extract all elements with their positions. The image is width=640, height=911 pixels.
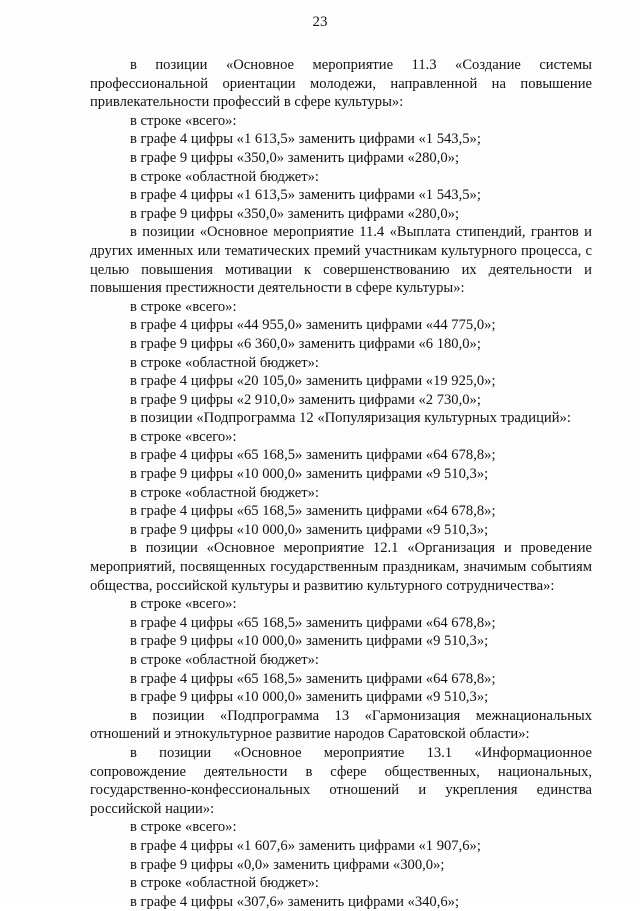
paragraph: в строке «всего»: <box>130 298 237 315</box>
paragraph: в графе 9 цифры «350,0» заменить цифрами «280,0»; <box>130 205 460 222</box>
paragraph: в графе 4 цифры «65 168,5» заменить цифрами «64 678,8»; <box>130 670 496 687</box>
paragraph: в графе 4 цифры «44 955,0» заменить цифрами «44 775,0»; <box>130 317 496 334</box>
paragraph: в графе 4 цифры «65 168,5» заменить цифрами «64 678,8»; <box>130 503 496 520</box>
paragraph: в строке «областной бюджет»: <box>130 168 319 185</box>
paragraph: в графе 9 цифры «350,0» заменить цифрами «280,0»; <box>130 149 460 166</box>
paragraph: в позиции «Основное мероприятие 12.1 «Организация и проведение мероприятий, посвященных государственным праздникам, значимым событиям общества, российской культуры и развитию культурного сотрудничества»: <box>90 540 592 594</box>
paragraph: в позиции «Подпрограмма 12 «Популяризация культурных традиций»: <box>130 410 571 427</box>
paragraph: в графе 9 цифры «2 910,0» заменить цифрами «2 730,0»; <box>130 391 481 408</box>
paragraph: в графе 9 цифры «10 000,0» заменить цифрами «9 510,3»; <box>130 633 489 650</box>
paragraph: в графе 9 цифры «10 000,0» заменить цифрами «9 510,3»; <box>130 466 489 483</box>
paragraph: в графе 9 цифры «0,0» заменить цифрами «300,0»; <box>130 856 445 873</box>
paragraph: в строке «всего»: <box>130 596 237 613</box>
paragraph: в позиции «Подпрограмма 13 «Гармонизация межнациональных отношений и этнокультурное развитие народов Саратовской области»: <box>90 707 592 743</box>
paragraph: в строке «областной бюджет»: <box>130 484 319 501</box>
paragraph: в графе 4 цифры «307,6» заменить цифрами «340,6»; <box>130 893 460 910</box>
paragraph: в графе 4 цифры «1 607,6» заменить цифрами «1 907,6»; <box>130 837 481 854</box>
paragraph: в строке «всего»: <box>130 112 237 129</box>
paragraph: в строке «областной бюджет»: <box>130 875 319 892</box>
paragraph: в позиции «Основное мероприятие 13.1 «Информационное сопровождение деятельности в сфере общественных, национальных, государственно-конфессиональных отношений и укрепления единства российской нации»: <box>90 744 592 817</box>
document-body <box>90 56 592 911</box>
paragraph: в позиции «Основное мероприятие 11.4 «Выплата стипендий, грантов и других именных или тематических премий участникам культурного процесса, с целью повышения мотивации к совершенствованию их деятельности и повышения престижности деятельности в сфере культуры»: <box>90 224 592 297</box>
paragraph: в графе 9 цифры «6 360,0» заменить цифрами «6 180,0»; <box>130 335 481 352</box>
paragraph: в графе 4 цифры «1 613,5» заменить цифрами «1 543,5»; <box>130 131 481 148</box>
paragraph: в графе 9 цифры «10 000,0» заменить цифрами «9 510,3»; <box>130 521 489 538</box>
paragraph: в строке «всего»: <box>130 819 237 836</box>
paragraph: в графе 4 цифры «65 168,5» заменить цифрами «64 678,8»; <box>130 614 496 631</box>
paragraph: в строке «областной бюджет»: <box>130 652 319 668</box>
paragraph: в графе 4 цифры «20 105,0» заменить цифрами «19 925,0»; <box>130 373 496 390</box>
paragraph: в графе 4 цифры «65 168,5» заменить цифрами «64 678,8»; <box>130 447 496 464</box>
paragraph: в позиции «Основное мероприятие 11.3 «Создание системы профессиональной ориентации молодежи, направленной на повышение привлекательности профессий в сфере культуры»: <box>90 57 592 111</box>
paragraph: в графе 9 цифры «10 000,0» заменить цифрами «9 510,3»; <box>130 689 489 706</box>
paragraph: в строке «областной бюджет»: <box>130 354 319 371</box>
page-number: 23 <box>312 14 328 30</box>
paragraph: в графе 4 цифры «1 613,5» заменить цифрами «1 543,5»; <box>130 187 481 204</box>
paragraph: в строке «всего»: <box>130 428 237 445</box>
